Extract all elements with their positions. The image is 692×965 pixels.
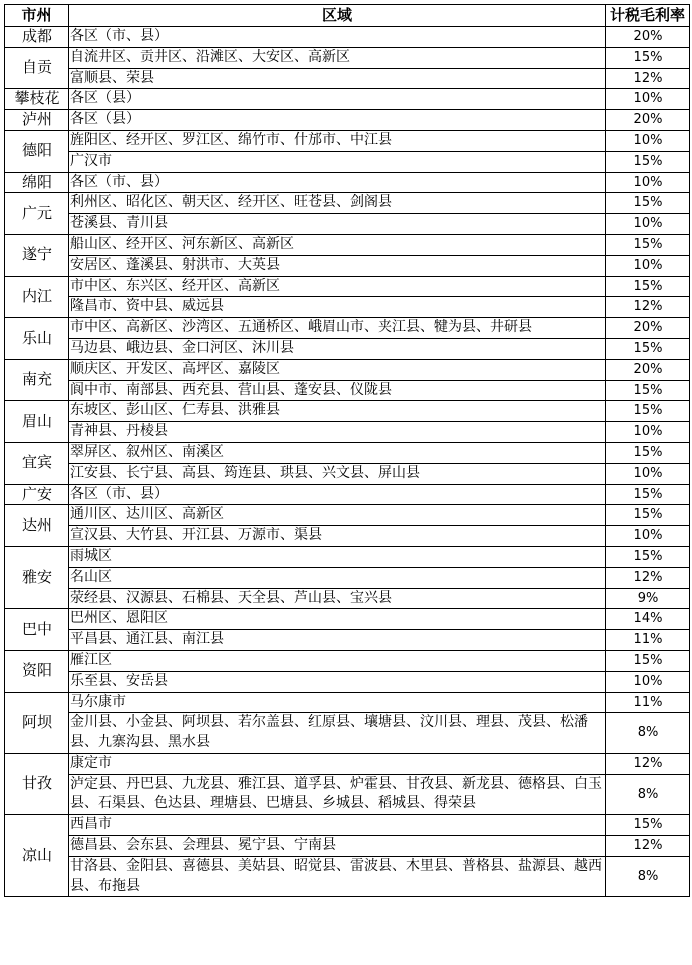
area-cell: 康定市: [69, 753, 606, 774]
table-row: [5, 89, 690, 110]
city-cell: 德阳: [5, 130, 69, 172]
city-cell: 成都: [5, 27, 69, 48]
table-row: [5, 442, 690, 463]
header-row: [5, 5, 690, 27]
table-row: [5, 422, 690, 443]
city-cell: 乐山: [5, 318, 69, 360]
rate-cell: 20%: [606, 110, 690, 131]
area-cell: 船山区、经开区、河东新区、高新区: [69, 234, 606, 255]
header-rate: 计税毛利率: [606, 5, 690, 27]
area-cell: 各区（县）: [69, 89, 606, 110]
area-cell: 市中区、高新区、沙湾区、五通桥区、峨眉山市、夹江县、犍为县、井研县: [69, 318, 606, 339]
area-cell: 苍溪县、青川县: [69, 214, 606, 235]
area-cell: 东坡区、彭山区、仁寿县、洪雅县: [69, 401, 606, 422]
table-row: [5, 609, 690, 630]
table-row: [5, 193, 690, 214]
table-row: [5, 297, 690, 318]
rate-cell: 11%: [606, 692, 690, 713]
table-row: [5, 255, 690, 276]
table-row: [5, 172, 690, 193]
area-cell: 通川区、达川区、高新区: [69, 505, 606, 526]
table-row: [5, 463, 690, 484]
city-cell: 雅安: [5, 546, 69, 608]
rate-cell: 10%: [606, 130, 690, 151]
area-cell: 金川县、小金县、阿坝县、若尔盖县、红原县、壤塘县、汶川县、理县、茂县、松潘县、九寨沟县、黑水县: [69, 713, 606, 754]
rate-cell: 15%: [606, 442, 690, 463]
table-row: [5, 130, 690, 151]
area-cell: 荥经县、汉源县、石棉县、天全县、芦山县、宝兴县: [69, 588, 606, 609]
city-cell: 宜宾: [5, 442, 69, 484]
table-row: [5, 276, 690, 297]
table-row: [5, 856, 690, 897]
rate-cell: 12%: [606, 753, 690, 774]
area-cell: 雁江区: [69, 650, 606, 671]
area-cell: 雨城区: [69, 546, 606, 567]
table-row: [5, 110, 690, 131]
rate-cell: 15%: [606, 338, 690, 359]
area-cell: 富顺县、荣县: [69, 68, 606, 89]
rate-cell: 15%: [606, 193, 690, 214]
rate-cell: 20%: [606, 318, 690, 339]
rate-cell: 15%: [606, 380, 690, 401]
table-row: [5, 359, 690, 380]
header-area: 区域: [69, 5, 606, 27]
table-row: [5, 214, 690, 235]
table-row: [5, 650, 690, 671]
header-city: 市州: [5, 5, 69, 27]
rate-cell: 12%: [606, 836, 690, 857]
rate-cell: 9%: [606, 588, 690, 609]
area-cell: 自流井区、贡井区、沿滩区、大安区、高新区: [69, 47, 606, 68]
table-row: [5, 401, 690, 422]
area-cell: 宣汉县、大竹县、开江县、万源市、渠县: [69, 526, 606, 547]
table-row: [5, 27, 690, 48]
rate-cell: 15%: [606, 546, 690, 567]
area-cell: 马边县、峨边县、金口河区、沐川县: [69, 338, 606, 359]
rate-cell: 15%: [606, 505, 690, 526]
table-row: [5, 47, 690, 68]
gross-margin-rate-table: [4, 4, 690, 897]
area-cell: 各区（市、县）: [69, 172, 606, 193]
table-row: [5, 588, 690, 609]
city-cell: 遂宁: [5, 234, 69, 276]
area-cell: 巴州区、恩阳区: [69, 609, 606, 630]
city-cell: 凉山: [5, 815, 69, 897]
table-row: [5, 484, 690, 505]
rate-cell: 12%: [606, 297, 690, 318]
rate-cell: 10%: [606, 422, 690, 443]
area-cell: 名山区: [69, 567, 606, 588]
area-cell: 各区（市、县）: [69, 484, 606, 505]
area-cell: 安居区、蓬溪县、射洪市、大英县: [69, 255, 606, 276]
area-cell: 各区（市、县）: [69, 27, 606, 48]
city-cell: 阿坝: [5, 692, 69, 753]
area-cell: 马尔康市: [69, 692, 606, 713]
table-row: [5, 526, 690, 547]
area-cell: 旌阳区、经开区、罗江区、绵竹市、什邡市、中江县: [69, 130, 606, 151]
rate-cell: 15%: [606, 234, 690, 255]
area-cell: 西昌市: [69, 815, 606, 836]
area-cell: 乐至县、安岳县: [69, 671, 606, 692]
table-row: [5, 774, 690, 815]
rate-cell: 10%: [606, 214, 690, 235]
rate-cell: 20%: [606, 27, 690, 48]
city-cell: 绵阳: [5, 172, 69, 193]
table-row: [5, 318, 690, 339]
rate-cell: 15%: [606, 276, 690, 297]
city-cell: 甘孜: [5, 753, 69, 814]
rate-cell: 10%: [606, 526, 690, 547]
area-cell: 青神县、丹棱县: [69, 422, 606, 443]
city-cell: 攀枝花: [5, 89, 69, 110]
city-cell: 资阳: [5, 650, 69, 692]
area-cell: 利州区、昭化区、朝天区、经开区、旺苍县、剑阁县: [69, 193, 606, 214]
area-cell: 各区（县）: [69, 110, 606, 131]
area-cell: 泸定县、丹巴县、九龙县、雅江县、道孚县、炉霍县、甘孜县、新龙县、德格县、白玉县、石渠县、色达县、理塘县、巴塘县、乡城县、稻城县、得荣县: [69, 774, 606, 815]
table-row: [5, 234, 690, 255]
area-cell: 德昌县、会东县、会理县、冕宁县、宁南县: [69, 836, 606, 857]
rate-cell: 8%: [606, 774, 690, 815]
rate-cell: 12%: [606, 567, 690, 588]
table-row: [5, 630, 690, 651]
rate-cell: 8%: [606, 856, 690, 897]
rate-cell: 8%: [606, 713, 690, 754]
city-cell: 广元: [5, 193, 69, 235]
table-row: [5, 753, 690, 774]
table-row: [5, 836, 690, 857]
city-cell: 南充: [5, 359, 69, 401]
area-cell: 甘洛县、金阳县、喜德县、美姑县、昭觉县、雷波县、木里县、普格县、盐源县、越西县、布拖县: [69, 856, 606, 897]
city-cell: 广安: [5, 484, 69, 505]
rate-cell: 10%: [606, 89, 690, 110]
area-cell: 广汉市: [69, 151, 606, 172]
rate-cell: 15%: [606, 650, 690, 671]
table-row: [5, 505, 690, 526]
area-cell: 江安县、长宁县、高县、筠连县、珙县、兴文县、屏山县: [69, 463, 606, 484]
area-cell: 隆昌市、资中县、威远县: [69, 297, 606, 318]
rate-cell: 15%: [606, 47, 690, 68]
rate-cell: 15%: [606, 815, 690, 836]
rate-cell: 11%: [606, 630, 690, 651]
city-cell: 自贡: [5, 47, 69, 89]
rate-cell: 12%: [606, 68, 690, 89]
table-body: [5, 27, 690, 897]
city-cell: 泸州: [5, 110, 69, 131]
area-cell: 顺庆区、开发区、高坪区、嘉陵区: [69, 359, 606, 380]
city-cell: 内江: [5, 276, 69, 318]
table-row: [5, 546, 690, 567]
area-cell: 阆中市、南部县、西充县、营山县、蓬安县、仪陇县: [69, 380, 606, 401]
city-cell: 巴中: [5, 609, 69, 651]
rate-cell: 20%: [606, 359, 690, 380]
rate-cell: 15%: [606, 401, 690, 422]
table-row: [5, 338, 690, 359]
city-cell: 眉山: [5, 401, 69, 443]
rate-cell: 10%: [606, 255, 690, 276]
rate-cell: 10%: [606, 172, 690, 193]
table-row: [5, 68, 690, 89]
area-cell: 市中区、东兴区、经开区、高新区: [69, 276, 606, 297]
city-cell: 达州: [5, 505, 69, 547]
rate-cell: 10%: [606, 463, 690, 484]
rate-cell: 15%: [606, 151, 690, 172]
table-row: [5, 815, 690, 836]
table-row: [5, 692, 690, 713]
area-cell: 翠屏区、叙州区、南溪区: [69, 442, 606, 463]
table-row: [5, 151, 690, 172]
table-row: [5, 567, 690, 588]
rate-cell: 15%: [606, 484, 690, 505]
table-row: [5, 671, 690, 692]
table-row: [5, 713, 690, 754]
table-row: [5, 380, 690, 401]
area-cell: 平昌县、通江县、南江县: [69, 630, 606, 651]
rate-cell: 10%: [606, 671, 690, 692]
rate-cell: 14%: [606, 609, 690, 630]
